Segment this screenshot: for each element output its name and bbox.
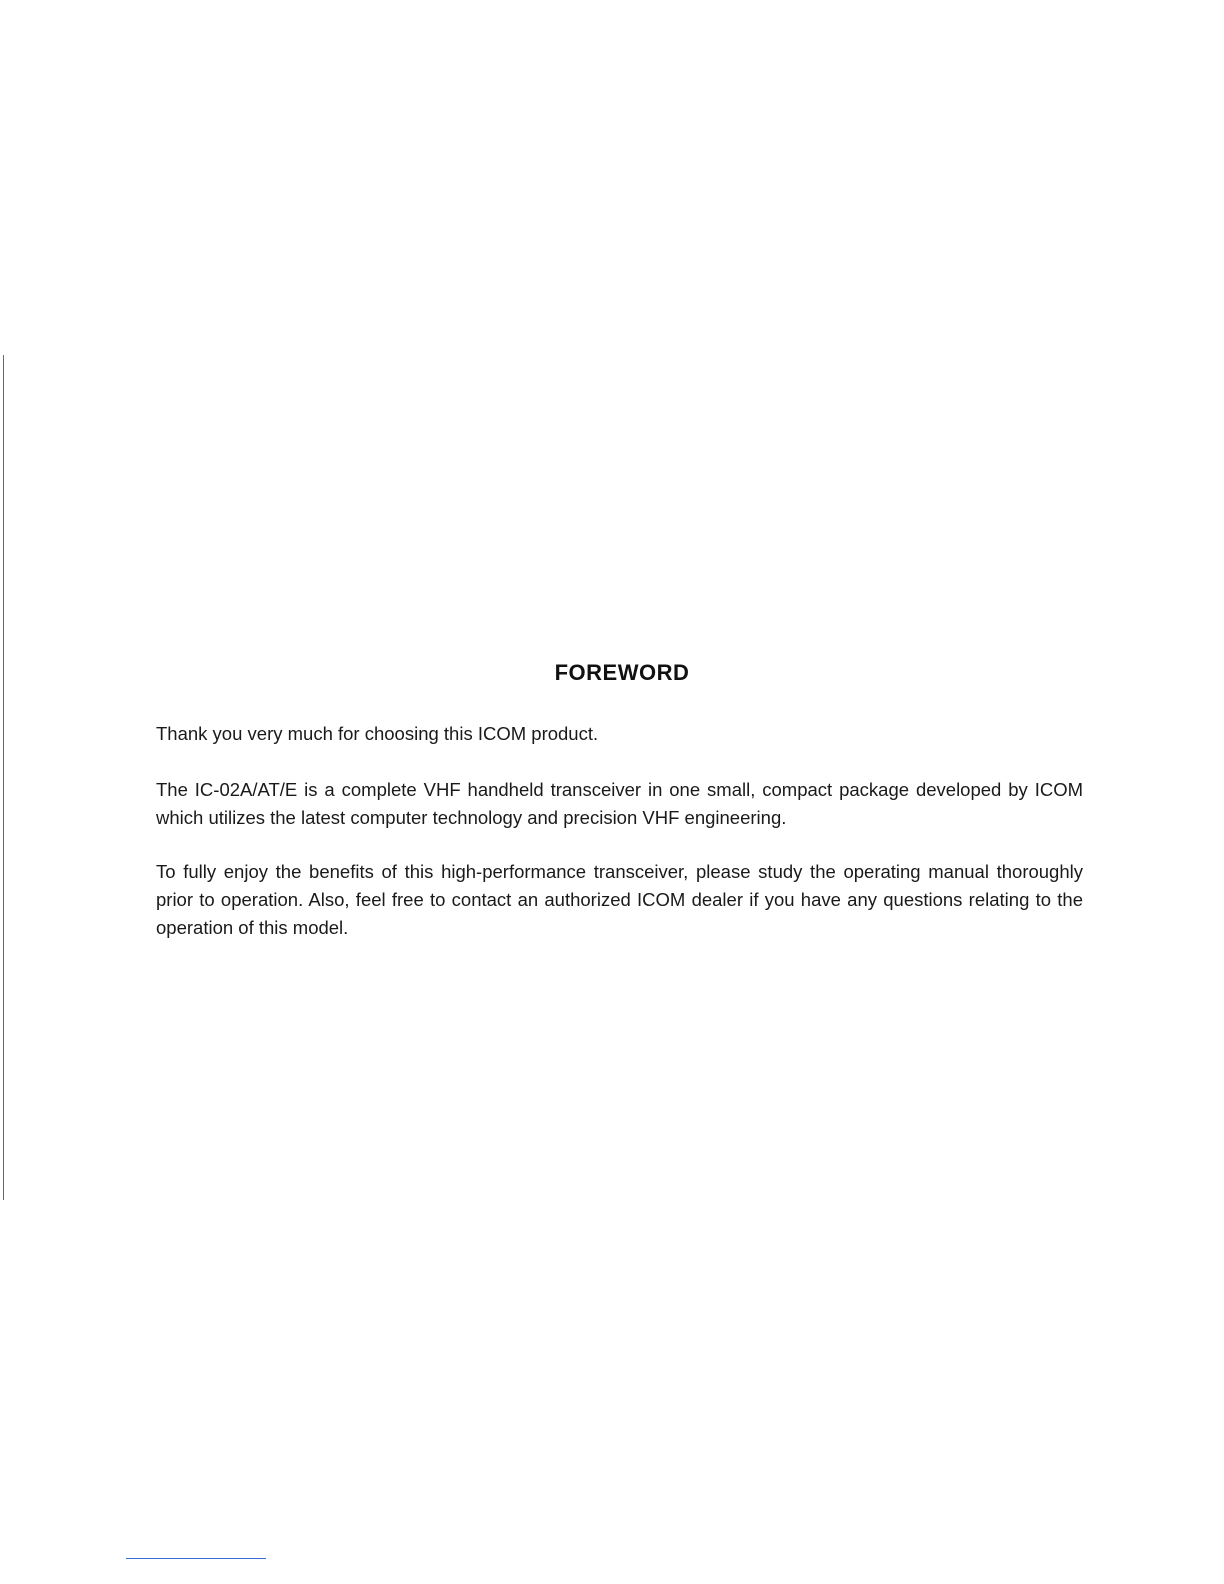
paragraph-product-description: The IC-02A/AT/E is a complete VHF handheld transceiver in one small, compact package developed by ICOM which utilizes the latest computer technology and precision VHF engineering.	[156, 779, 1083, 828]
paragraph-thanks: Thank you very much for choosing this ICOM product.	[156, 723, 599, 744]
scan-edge-line	[3, 355, 4, 1200]
paragraph-manual-advice: To fully enjoy the benefits of this high-performance transceiver, please study the operating manual thoroughly prior to operation. Also, feel free to contact an authorized ICOM dealer if you have any questions relating to the operation of this model.	[156, 861, 1083, 938]
page-title: FOREWORD	[554, 660, 690, 685]
footer-rule	[126, 1558, 266, 1559]
